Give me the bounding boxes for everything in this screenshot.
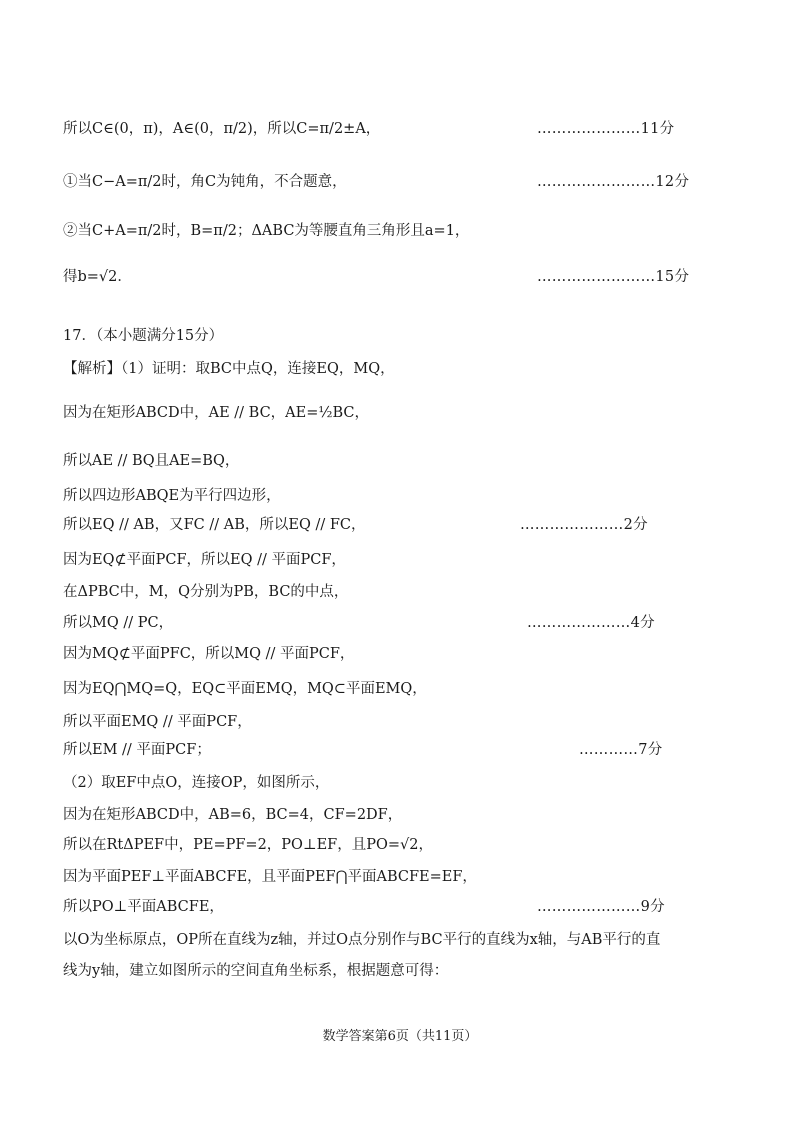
solution-line — [63, 327, 760, 345]
solution-line — [63, 806, 760, 824]
score-marker: …………………11分 — [537, 121, 675, 137]
solution-line-text: 所以C∈(0，π)，A∈(0，π/2)，所以C=π/2±A， — [63, 121, 381, 137]
solution-line — [63, 268, 760, 286]
solution-line — [63, 404, 760, 422]
solution-line-text: 所以EQ // AB，又FC // AB，所以EQ // FC， — [63, 517, 366, 533]
solution-line — [63, 583, 760, 601]
solution-line — [63, 516, 760, 534]
solution-line — [63, 713, 760, 731]
score-marker: ……………………15分 — [537, 269, 690, 285]
score-marker: …………………9分 — [537, 899, 665, 915]
solution-line — [63, 962, 760, 980]
solution-line — [63, 551, 760, 569]
solution-line — [63, 836, 760, 854]
solution-line-text: （2）取EF中点O，连接OP，如图所示， — [63, 775, 330, 791]
solution-line-text: ①当C−A=π/2时，角C为钝角，不合题意， — [63, 174, 347, 190]
solution-line-text: 因为在矩形ABCD中，AB=6，BC=4，CF=2DF， — [63, 807, 403, 823]
solution-line — [63, 120, 760, 138]
solution-line — [63, 222, 760, 240]
solution-line-text: 因为EQ⊄平面PCF，所以EQ // 平面PCF， — [63, 552, 346, 568]
solution-line — [63, 774, 760, 792]
solution-line — [63, 645, 760, 663]
solution-line-text: 所以EM // 平面PCF； — [63, 742, 211, 758]
solution-line — [63, 931, 760, 949]
score-marker: ……………………12分 — [537, 174, 690, 190]
solution-line-text: 线为y轴，建立如图所示的空间直角坐标系，根据题意可得： — [63, 963, 449, 979]
solution-line-text: 所以四边形ABQE为平行四边形， — [63, 488, 281, 504]
solution-line-text: 因为在矩形ABCD中，AE // BC，AE=½BC， — [63, 405, 369, 421]
solution-line-text: 17．（本小题满分15分） — [63, 328, 224, 344]
solution-line — [63, 173, 760, 191]
solution-line-text: 所以PO⊥平面ABCFE， — [63, 899, 224, 915]
solution-line-text: 所以AE // BQ且AE=BQ， — [63, 453, 240, 469]
solution-line — [63, 898, 760, 916]
solution-line — [63, 614, 760, 632]
solution-line-text: 因为EQ⋂MQ=Q，EQ⊂平面EMQ，MQ⊂平面EMQ， — [63, 681, 427, 697]
solution-line-text: 所以平面EMQ // 平面PCF， — [63, 714, 252, 730]
score-marker: …………7分 — [579, 742, 663, 758]
score-marker: …………………2分 — [520, 517, 648, 533]
solution-line-text: 所以在RtΔPEF中，PE=PF=2，PO⊥EF，且PO=√2， — [63, 837, 433, 853]
solution-line-text: 【解析】（1）证明：取BC中点Q，连接EQ，MQ， — [63, 361, 395, 377]
solution-line — [63, 360, 760, 378]
page-footer: 数学答案第6页（共11页） — [322, 1029, 478, 1044]
solution-line-text: 得b=√2． — [63, 269, 132, 285]
solution-line — [63, 452, 760, 470]
solution-line-text: 因为平面PEF⊥平面ABCFE，且平面PEF⋂平面ABCFE=EF， — [63, 869, 477, 885]
solution-line — [63, 741, 760, 759]
solution-line-text: ②当C+A=π/2时，B=π/2；ΔABC为等腰直角三角形且a=1， — [63, 223, 470, 239]
solution-line — [63, 680, 760, 698]
solution-line-text: 在ΔPBC中，M，Q分别为PB，BC的中点， — [63, 584, 349, 600]
solution-line-text: 以O为坐标原点，OP所在直线为z轴，并过O点分别作与BC平行的直线为x轴，与AB平行的直 — [63, 932, 661, 948]
solution-line-text: 因为MQ⊄平面PFC，所以MQ // 平面PCF， — [63, 646, 355, 662]
solution-line — [63, 868, 760, 886]
solution-line — [63, 487, 760, 505]
solution-line-text: 所以MQ // PC， — [63, 615, 174, 631]
score-marker: …………………4分 — [527, 615, 655, 631]
